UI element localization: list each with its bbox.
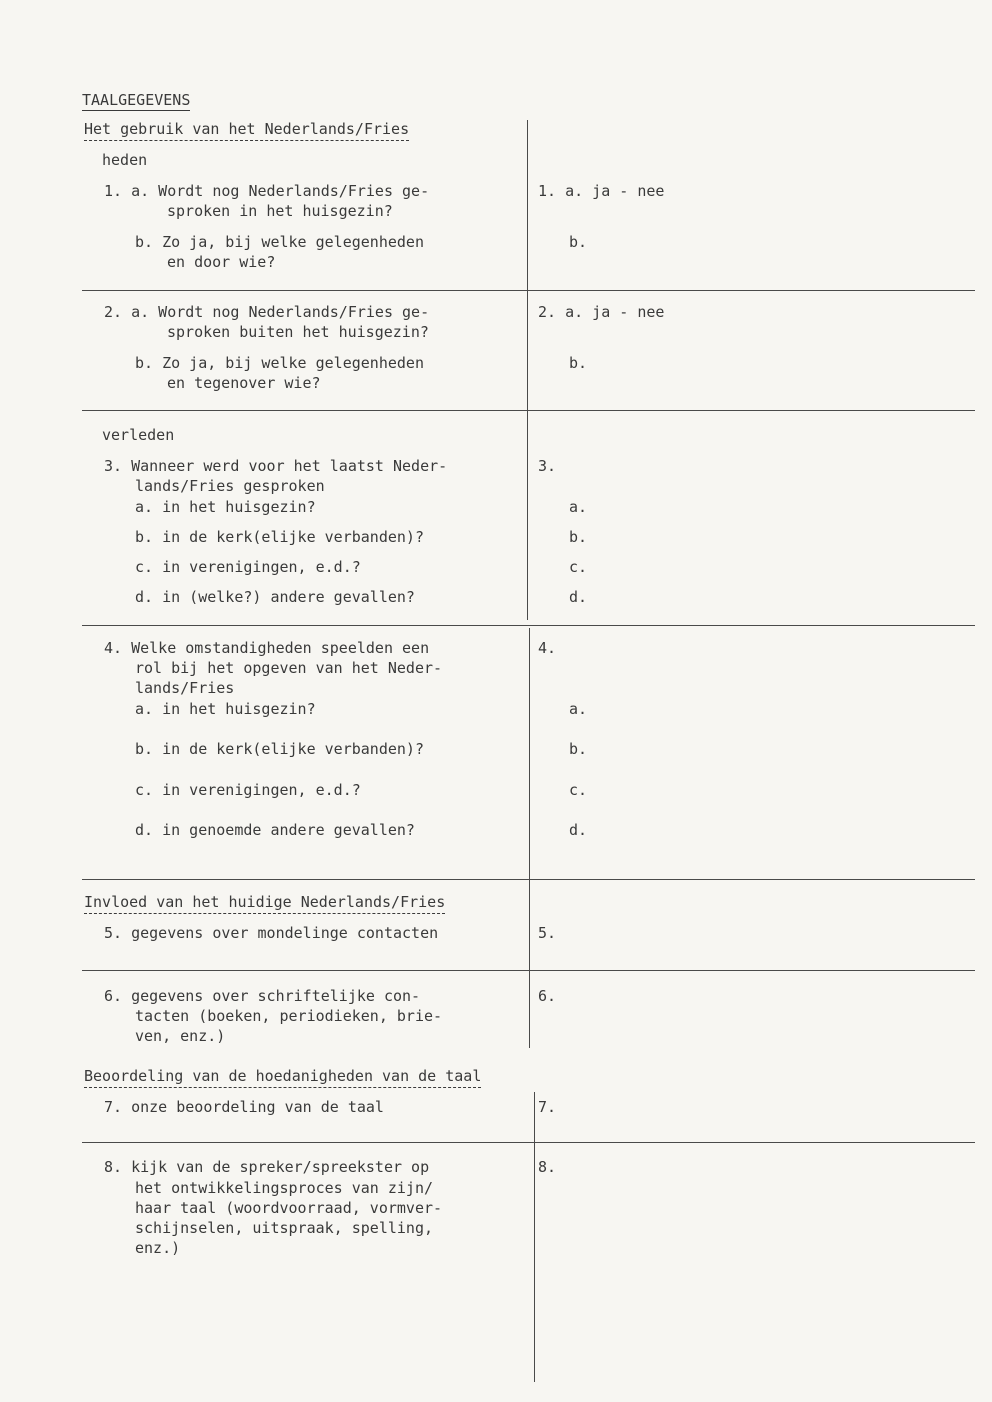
q3-item-b: b. in de kerk(elijke verbanden)?	[135, 528, 424, 546]
q7-line-1: 7. onze beoordeling van de taal	[104, 1098, 384, 1116]
q1-b-line-2: en door wie?	[167, 253, 276, 271]
q2-answer-a[interactable]: 2. a. ja - nee	[538, 303, 665, 321]
q5-answer[interactable]: 5.	[538, 924, 557, 942]
q3-answer[interactable]: 3.	[538, 457, 557, 475]
q4-item-a: a. in het huisgezin?	[135, 700, 316, 718]
page-title: TAALGEGEVENS	[82, 91, 191, 109]
q2-line-1: 2. a. Wordt nog Nederlands/Fries ge-	[104, 303, 430, 321]
q4-item-b: b. in de kerk(elijke verbanden)?	[135, 740, 424, 758]
divider	[82, 290, 975, 291]
divider	[82, 625, 975, 626]
q6-line-3: ven, enz.)	[135, 1027, 226, 1045]
q4-answer[interactable]: 4.	[538, 639, 557, 657]
q3-answer-c[interactable]: c.	[569, 558, 588, 576]
q8-line-5: enz.)	[135, 1239, 181, 1257]
q1-answer-a[interactable]: 1. a. ja - nee	[538, 182, 665, 200]
q6-line-1: 6. gegevens over schriftelijke con-	[104, 987, 421, 1005]
q4-answer-b[interactable]: b.	[569, 740, 588, 758]
q1-line-1: 1. a. Wordt nog Nederlands/Fries ge-	[104, 182, 430, 200]
q2-b-line-1: b. Zo ja, bij welke gelegenheden	[135, 354, 424, 372]
q2-answer-b[interactable]: b.	[569, 354, 588, 372]
column-divider	[527, 120, 528, 620]
column-divider	[534, 1092, 535, 1382]
q7-answer[interactable]: 7.	[538, 1098, 557, 1116]
q2-line-2: sproken buiten het huisgezin?	[167, 323, 429, 341]
q8-line-1: 8. kijk van de spreker/spreekster op	[104, 1158, 430, 1176]
q4-answer-d[interactable]: d.	[569, 821, 588, 839]
q3-line-2: lands/Fries gesproken	[135, 477, 325, 495]
q8-line-2: het ontwikkelingsproces van zijn/	[135, 1179, 434, 1197]
q4-item-d: d. in genoemde andere gevallen?	[135, 821, 415, 839]
q1-b-line-1: b. Zo ja, bij welke gelegenheden	[135, 233, 424, 251]
q3-line-1: 3. Wanneer werd voor het laatst Neder-	[104, 457, 448, 475]
q3-answer-a[interactable]: a.	[569, 498, 588, 516]
q6-line-2: tacten (boeken, periodieken, brie-	[135, 1007, 443, 1025]
q8-line-3: haar taal (woordvoorraad, vormver-	[135, 1199, 443, 1217]
divider	[82, 1142, 975, 1143]
q1-answer-b[interactable]: b.	[569, 233, 588, 251]
q4-line-1: 4. Welke omstandigheden speelden een	[104, 639, 430, 657]
q5-line-1: 5. gegevens over mondelinge contacten	[104, 924, 439, 942]
q3-answer-b[interactable]: b.	[569, 528, 588, 546]
q2-b-line-2: en tegenover wie?	[167, 374, 321, 392]
q6-answer[interactable]: 6.	[538, 987, 557, 1005]
subheading-verleden: verleden	[102, 426, 175, 444]
section-heading-beoordeling: Beoordeling van de hoedanigheden van de taal	[84, 1066, 481, 1088]
q1-line-2: sproken in het huisgezin?	[167, 202, 393, 220]
q3-item-d: d. in (welke?) andere gevallen?	[135, 588, 415, 606]
column-divider	[529, 628, 530, 1048]
q8-answer[interactable]: 8.	[538, 1158, 557, 1176]
q8-line-4: schijnselen, uitspraak, spelling,	[135, 1219, 434, 1237]
q4-item-c: c. in verenigingen, e.d.?	[135, 781, 361, 799]
subheading-heden: heden	[102, 151, 148, 169]
q4-answer-c[interactable]: c.	[569, 781, 588, 799]
section-heading-gebruik: Het gebruik van het Nederlands/Fries	[84, 119, 409, 141]
q4-answer-a[interactable]: a.	[569, 700, 588, 718]
q3-item-c: c. in verenigingen, e.d.?	[135, 558, 361, 576]
q3-answer-d[interactable]: d.	[569, 588, 588, 606]
section-heading-invloed: Invloed van het huidige Nederlands/Fries	[84, 892, 445, 914]
q4-line-2: rol bij het opgeven van het Neder-	[135, 659, 443, 677]
q4-line-3: lands/Fries	[135, 679, 235, 697]
divider	[82, 410, 975, 411]
q3-item-a: a. in het huisgezin?	[135, 498, 316, 516]
